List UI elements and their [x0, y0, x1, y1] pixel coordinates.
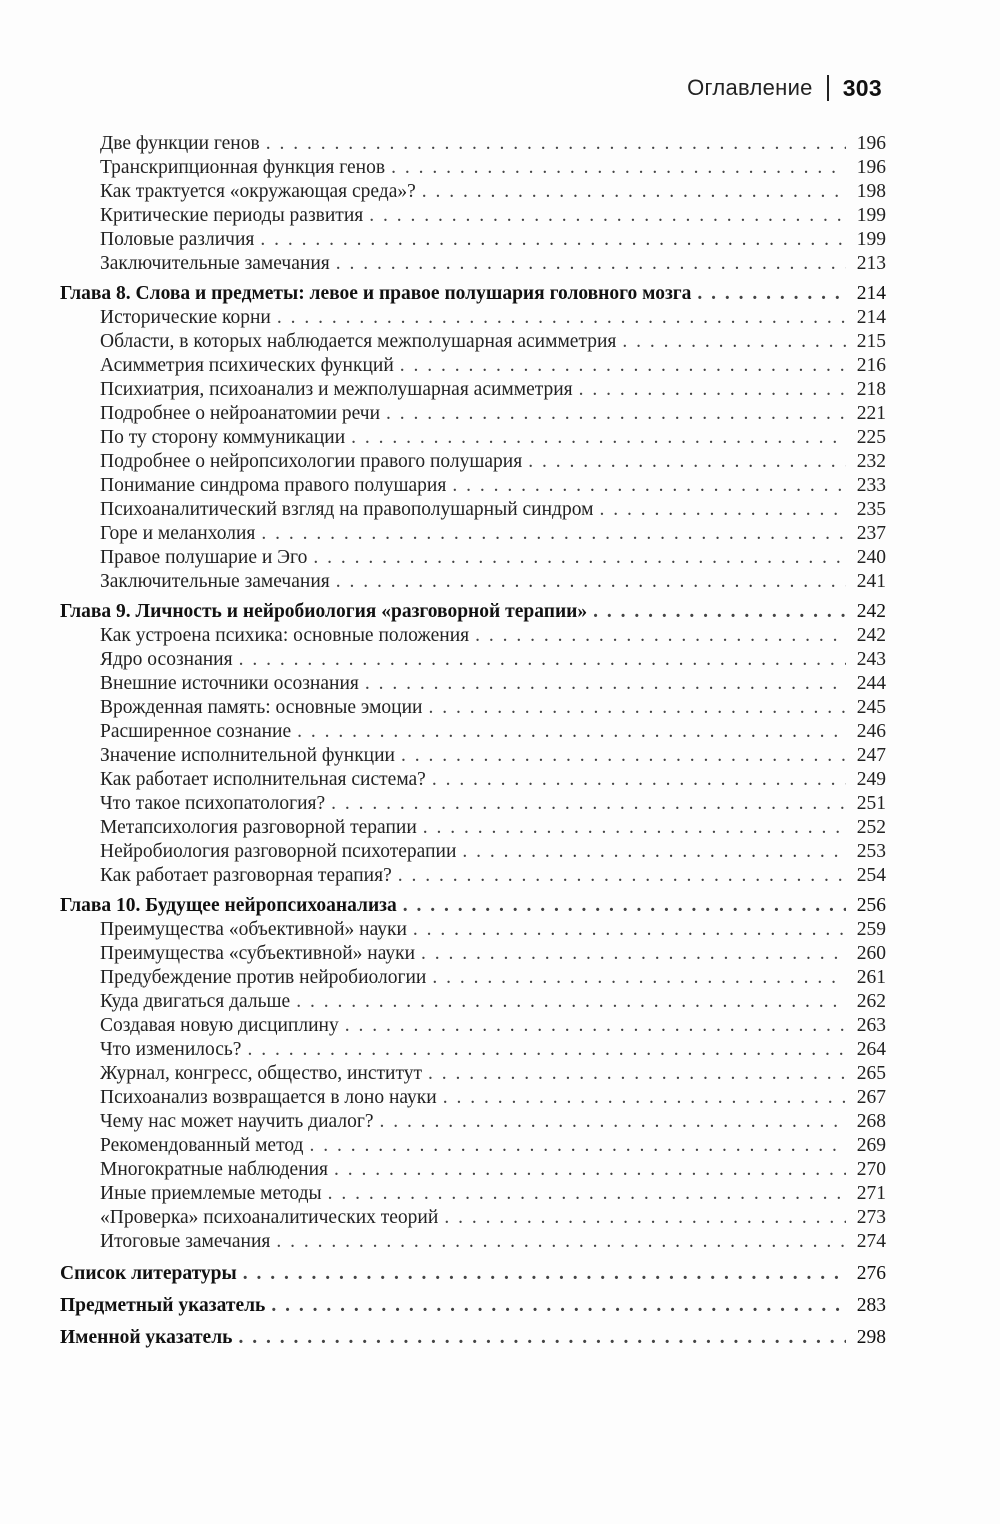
toc-entry-page: 243	[856, 649, 886, 670]
toc-entry-page: 263	[856, 1015, 886, 1036]
running-header	[687, 72, 882, 104]
dot-leader	[336, 570, 846, 594]
toc-entry	[60, 720, 886, 744]
dot-leader	[247, 1038, 846, 1062]
toc-entry	[60, 1182, 886, 1206]
toc-entry-page: 265	[856, 1063, 886, 1084]
toc-entry-title: Ядро осознания	[100, 649, 233, 670]
toc-entry-page: 273	[856, 1207, 886, 1228]
toc-entry-page: 251	[856, 793, 886, 814]
toc-entry-page: 246	[856, 721, 886, 742]
toc-entry	[60, 204, 886, 228]
dot-leader	[697, 282, 846, 306]
toc-entry-page: 262	[856, 991, 886, 1012]
dot-leader	[313, 546, 846, 570]
chapter-page: 214	[856, 283, 886, 304]
toc-entry	[60, 1110, 886, 1134]
dot-leader	[421, 942, 846, 966]
dot-leader	[403, 894, 846, 918]
toc-entry-title: Врожденная память: основные эмоции	[100, 697, 423, 718]
toc-entry	[60, 918, 886, 942]
back-matter-entry	[60, 1294, 886, 1320]
dot-leader	[239, 648, 846, 672]
dot-leader	[401, 744, 846, 768]
toc-entry-title: Иные приемлемые методы	[100, 1183, 322, 1204]
toc-entry	[60, 330, 886, 354]
toc-entry-title: Подробнее о нейроанатомии речи	[100, 403, 381, 424]
toc-entry	[60, 156, 886, 180]
toc-entry-title: Асимметрия психических функций	[100, 355, 394, 376]
toc-entry-title: Многократные наблюдения	[100, 1159, 329, 1180]
dot-leader	[528, 450, 846, 474]
toc-entry	[60, 864, 886, 888]
dot-leader	[452, 474, 846, 498]
toc-entry-title: Чему нас может научить диалог?	[100, 1111, 374, 1132]
toc-entry-title: Психоанализ возвращается в лоно науки	[100, 1087, 437, 1108]
back-matter-entry	[60, 1326, 886, 1352]
toc-entry-page: 253	[856, 841, 886, 862]
toc-entry	[60, 672, 886, 696]
toc-entry-title: Правое полушарие и Эго	[100, 547, 308, 568]
toc-entry-page: 215	[856, 331, 886, 352]
dot-leader	[413, 918, 846, 942]
toc-entry	[60, 306, 886, 330]
toc-entry	[60, 228, 886, 252]
toc-entry	[60, 624, 886, 648]
toc-entry	[60, 816, 886, 840]
toc-entry	[60, 1206, 886, 1230]
toc-entry-title: Рекомендованный метод	[100, 1135, 304, 1156]
toc-entry-title: Создавая новую дисциплину	[100, 1015, 339, 1036]
toc-entry	[60, 1086, 886, 1110]
dot-leader	[423, 816, 846, 840]
toc-entry-title: Итоговые замечания	[100, 1231, 271, 1252]
toc-entry-title: Подробнее о нейропсихологии правого полушария	[100, 451, 523, 472]
toc-entry	[60, 402, 886, 426]
toc-entry-title: Значение исполнительной функции	[100, 745, 395, 766]
chapter-heading	[60, 894, 886, 918]
toc-group-intro	[60, 132, 886, 276]
dot-leader	[266, 132, 846, 156]
toc-entry	[60, 840, 886, 864]
toc-entry	[60, 354, 886, 378]
toc-entry	[60, 768, 886, 792]
dot-leader	[328, 1182, 846, 1206]
back-matter-title: Список литературы	[60, 1263, 237, 1284]
chapter-title: Глава 10. Будущее нейропсихоанализа	[60, 895, 397, 916]
dot-leader	[398, 864, 846, 888]
chapter-heading	[60, 282, 886, 306]
toc-entry-page: 249	[856, 769, 886, 790]
section-title: Оглавление	[687, 75, 813, 100]
toc-entry-title: Что изменилось?	[100, 1039, 242, 1060]
toc-entry-page: 269	[856, 1135, 886, 1156]
toc-entry	[60, 990, 886, 1014]
dot-leader	[365, 672, 846, 696]
toc-entry	[60, 1062, 886, 1086]
dot-leader	[309, 1134, 846, 1158]
toc-entry-page: 218	[856, 379, 886, 400]
dot-leader	[271, 1294, 846, 1318]
toc-entry	[60, 378, 886, 402]
toc-entry-page: 214	[856, 307, 886, 328]
toc-entry-page: 264	[856, 1039, 886, 1060]
toc-entry-title: Внешние источники осознания	[100, 673, 359, 694]
toc-entry	[60, 522, 886, 546]
toc-entry-title: Психиатрия, психоанализ и межполушарная асимметрия	[100, 379, 573, 400]
dot-leader	[579, 378, 846, 402]
dot-leader	[336, 252, 846, 276]
dot-leader	[351, 426, 846, 450]
toc-entry	[60, 474, 886, 498]
toc-entry-page: 196	[856, 133, 886, 154]
toc-entry-page: 270	[856, 1159, 886, 1180]
back-matter-page: 276	[856, 1263, 886, 1284]
toc-entry	[60, 1230, 886, 1254]
toc-entry-title: Метапсихология разговорной терапии	[100, 817, 417, 838]
toc-entry-page: 241	[856, 571, 886, 592]
dot-leader	[428, 1062, 846, 1086]
dot-leader	[475, 624, 846, 648]
toc-entry-page: 247	[856, 745, 886, 766]
toc-entry	[60, 132, 886, 156]
toc-entry-title: Куда двигаться дальше	[100, 991, 291, 1012]
toc-entry-page: 254	[856, 865, 886, 886]
dot-leader	[369, 204, 846, 228]
toc-entry-title: Психоаналитический взгляд на правополушарный синдром	[100, 499, 594, 520]
toc-entry-page: 242	[856, 625, 886, 646]
toc-entry-title: Понимание синдрома правого полушария	[100, 475, 447, 496]
dot-leader	[462, 840, 846, 864]
toc-entry	[60, 450, 886, 474]
toc-entry-page: 199	[856, 205, 886, 226]
toc-entry	[60, 1038, 886, 1062]
toc-entry-title: По ту сторону коммуникации	[100, 427, 346, 448]
toc-group-chapter-9	[60, 600, 886, 888]
dot-leader	[391, 156, 846, 180]
toc-entry-title: Заключительные замечания	[100, 571, 330, 592]
dot-leader	[429, 696, 847, 720]
toc-entry	[60, 1134, 886, 1158]
toc-entry-title: Как работает разговорная терапия?	[100, 865, 392, 886]
toc-entry	[60, 546, 886, 570]
dot-leader	[593, 600, 846, 624]
toc-entry-title: Преимущества «субъективной» науки	[100, 943, 416, 964]
dot-leader	[238, 1326, 846, 1350]
back-matter-page: 298	[856, 1327, 886, 1348]
toc-entry-title: Нейробиология разговорной психотерапии	[100, 841, 457, 862]
dot-leader	[622, 330, 846, 354]
toc-entry-page: 252	[856, 817, 886, 838]
toc-entry	[60, 180, 886, 204]
toc-entry-title: Как работает исполнительная система?	[100, 769, 426, 790]
chapter-heading	[60, 600, 886, 624]
toc-entry	[60, 966, 886, 990]
toc-entry-title: Журнал, конгресс, общество, институт	[100, 1063, 422, 1084]
back-matter-entry	[60, 1262, 886, 1288]
table-of-contents	[60, 132, 886, 1352]
dot-leader	[277, 306, 846, 330]
toc-entry-title: Критические периоды развития	[100, 205, 364, 226]
chapter-page: 256	[856, 895, 886, 916]
toc-entry-page: 233	[856, 475, 886, 496]
toc-entry-title: Как трактуется «окружающая среда»?	[100, 181, 416, 202]
toc-entry-page: 221	[856, 403, 886, 424]
dot-leader	[345, 1014, 846, 1038]
toc-entry-page: 268	[856, 1111, 886, 1132]
toc-entry-page: 237	[856, 523, 886, 544]
toc-entry-page: 260	[856, 943, 886, 964]
toc-entry	[60, 570, 886, 594]
dot-leader	[296, 990, 846, 1014]
toc-entry-page: 259	[856, 919, 886, 940]
toc-group-chapter-10	[60, 894, 886, 1254]
toc-entry	[60, 498, 886, 522]
toc-entry-page: 271	[856, 1183, 886, 1204]
dot-leader	[243, 1262, 846, 1286]
toc-entry-page: 274	[856, 1231, 886, 1252]
dot-leader	[276, 1230, 846, 1254]
toc-entry-title: Половые различия	[100, 229, 255, 250]
toc-entry-page: 196	[856, 157, 886, 178]
back-matter-title: Предметный указатель	[60, 1295, 266, 1316]
dot-leader	[444, 1206, 846, 1230]
toc-entry-page: 198	[856, 181, 886, 202]
toc-entry	[60, 648, 886, 672]
dot-leader	[380, 1110, 847, 1134]
toc-entry	[60, 942, 886, 966]
page-number: 303	[842, 74, 882, 101]
toc-entry-page: 240	[856, 547, 886, 568]
toc-entry-page: 244	[856, 673, 886, 694]
toc-entry-title: Расширенное сознание	[100, 721, 292, 742]
dot-leader	[400, 354, 846, 378]
dot-leader	[432, 768, 846, 792]
toc-entry-title: Что такое психопатология?	[100, 793, 326, 814]
dot-leader	[260, 228, 846, 252]
dot-leader	[334, 1158, 846, 1182]
toc-entry	[60, 696, 886, 720]
dot-leader	[261, 522, 846, 546]
toc-entry-page: 235	[856, 499, 886, 520]
back-matter-page: 283	[856, 1295, 886, 1316]
toc-entry-title: Исторические корни	[100, 307, 271, 328]
toc-entry-page: 213	[856, 253, 886, 274]
toc-entry-title: Две функции генов	[100, 133, 260, 154]
toc-entry	[60, 1158, 886, 1182]
toc-entry-page: 261	[856, 967, 886, 988]
dot-leader	[386, 402, 846, 426]
toc-entry-title: Транскрипционная функция генов	[100, 157, 386, 178]
back-matter-title: Именной указатель	[60, 1327, 233, 1348]
toc-entry-title: Предубеждение против нейробиологии	[100, 967, 427, 988]
toc-entry-title: Горе и меланхолия	[100, 523, 256, 544]
toc-entry	[60, 792, 886, 816]
toc-entry-page: 232	[856, 451, 886, 472]
dot-leader	[422, 180, 846, 204]
toc-entry-title: Как устроена психика: основные положения	[100, 625, 470, 646]
dot-leader	[443, 1086, 846, 1110]
dot-leader	[432, 966, 846, 990]
dot-leader	[599, 498, 846, 522]
toc-entry	[60, 744, 886, 768]
toc-entry-page: 267	[856, 1087, 886, 1108]
toc-entry	[60, 426, 886, 450]
chapter-title: Глава 8. Слова и предметы: левое и правое полушария головного мозга	[60, 283, 692, 304]
toc-entry	[60, 1014, 886, 1038]
chapter-title: Глава 9. Личность и нейробиология «разговорной терапии»	[60, 601, 588, 622]
toc-group-back-matter	[60, 1262, 886, 1352]
toc-entry-page: 216	[856, 355, 886, 376]
header-divider	[827, 75, 829, 101]
toc-group-chapter-8	[60, 282, 886, 594]
toc-entry-page: 245	[856, 697, 886, 718]
toc-entry-title: «Проверка» психоаналитических теорий	[100, 1207, 439, 1228]
dot-leader	[331, 792, 846, 816]
chapter-page: 242	[856, 601, 886, 622]
toc-entry-title: Преимущества «объективной» науки	[100, 919, 407, 940]
toc-entry-title: Заключительные замечания	[100, 253, 330, 274]
toc-entry-title: Области, в которых наблюдается межполушарная асимметрия	[100, 331, 617, 352]
dot-leader	[297, 720, 846, 744]
toc-entry-page: 199	[856, 229, 886, 250]
toc-entry	[60, 252, 886, 276]
toc-entry-page: 225	[856, 427, 886, 448]
